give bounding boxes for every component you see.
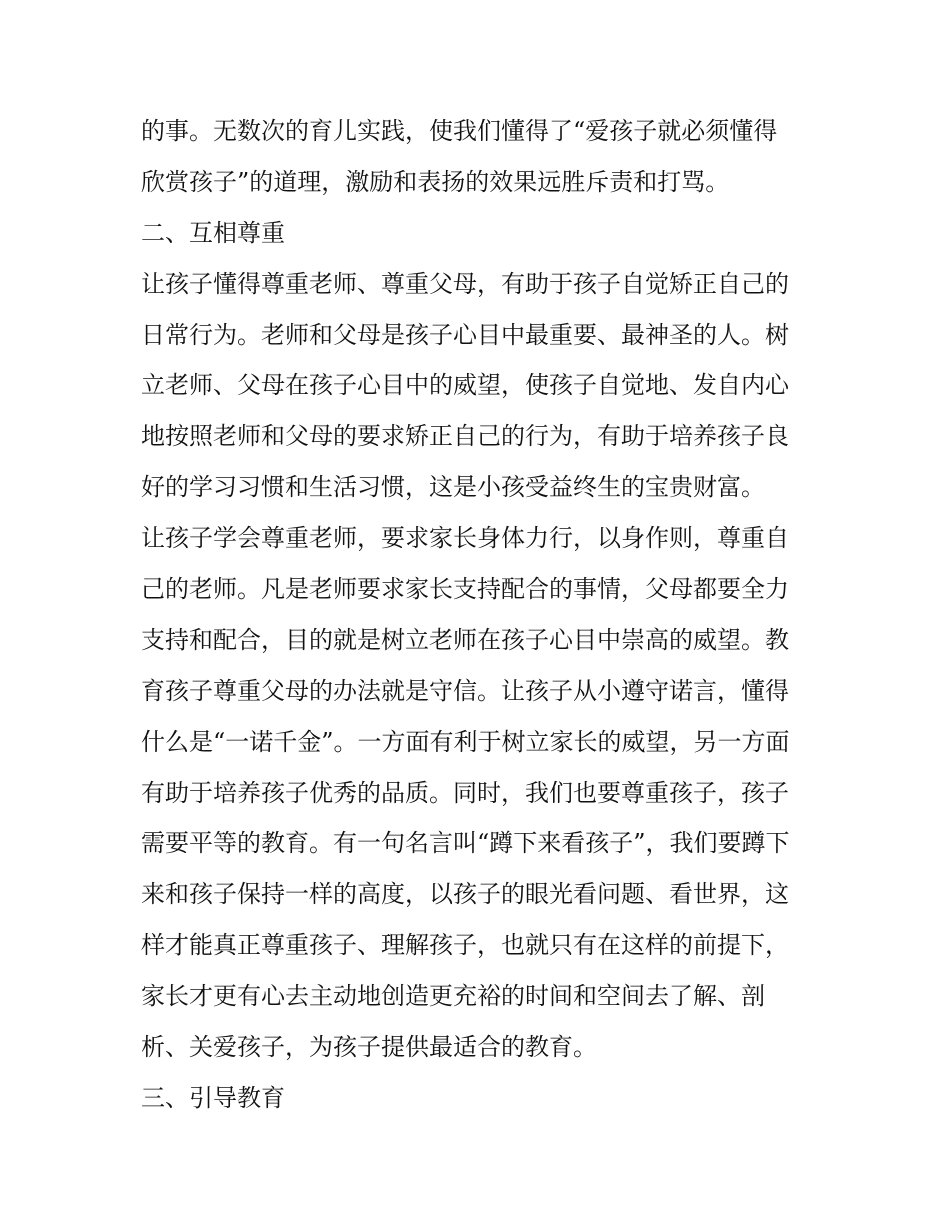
text-line: 支持和配合，目的就是树立老师在孩子心目中崇高的威望。教 (141, 625, 789, 654)
text-line: 析、关爱孩子，为孩子提供最适合的教育。 (141, 1033, 597, 1062)
body-text (141, 106, 821, 1124)
text-line: 样才能真正尊重孩子、理解孩子，也就只有在这样的前提下， (141, 931, 789, 960)
text-line: 来和孩子保持一样的高度，以孩子的眼光看问题、看世界，这 (141, 880, 789, 909)
text-line: 有助于培养孩子优秀的品质。同时，我们也要尊重孩子，孩子 (141, 778, 789, 807)
text-line: 地按照老师和父母的要求矫正自己的行为，有助于培养孩子良 (141, 422, 789, 451)
text-line: 欣赏孩子”的道理，激励和表扬的效果远胜斥责和打骂。 (141, 167, 730, 196)
section-heading-mutual-respect: 二、互相尊重 (141, 218, 285, 247)
text-line: 己的老师。凡是老师要求家长支持配合的事情，父母都要全力 (141, 575, 789, 604)
text-line: 家长才更有心去主动地创造更充裕的时间和空间去了解、剖 (141, 982, 765, 1011)
text-line: 什么是“一诺千金”。一方面有利于树立家长的威望，另一方面 (141, 727, 790, 756)
text-line: 的事。无数次的育儿实践，使我们懂得了“爱孩子就必须懂得 (141, 117, 778, 145)
text-line: 让孩子懂得尊重老师、尊重父母，有助于孩子自觉矫正自己的 (141, 269, 789, 298)
text-line: 需要平等的教育。有一句名言叫“蹲下来看孩子”，我们要蹲下 (141, 829, 790, 858)
text-line: 育孩子尊重父母的办法就是守信。让孩子从小遵守诺言，懂得 (141, 676, 789, 705)
section-heading-guided-education: 三、引导教育 (141, 1083, 285, 1112)
text-line: 日常行为。老师和父母是孩子心目中最重要、最神圣的人。树 (141, 320, 789, 349)
text-line: 好的学习习惯和生活习惯，这是小孩受益终生的宝贵财富。 (141, 473, 765, 502)
text-line: 让孩子学会尊重老师，要求家长身体力行，以身作则，尊重自 (141, 524, 789, 553)
text-line: 立老师、父母在孩子心目中的威望，使孩子自觉地、发自内心 (141, 371, 789, 400)
